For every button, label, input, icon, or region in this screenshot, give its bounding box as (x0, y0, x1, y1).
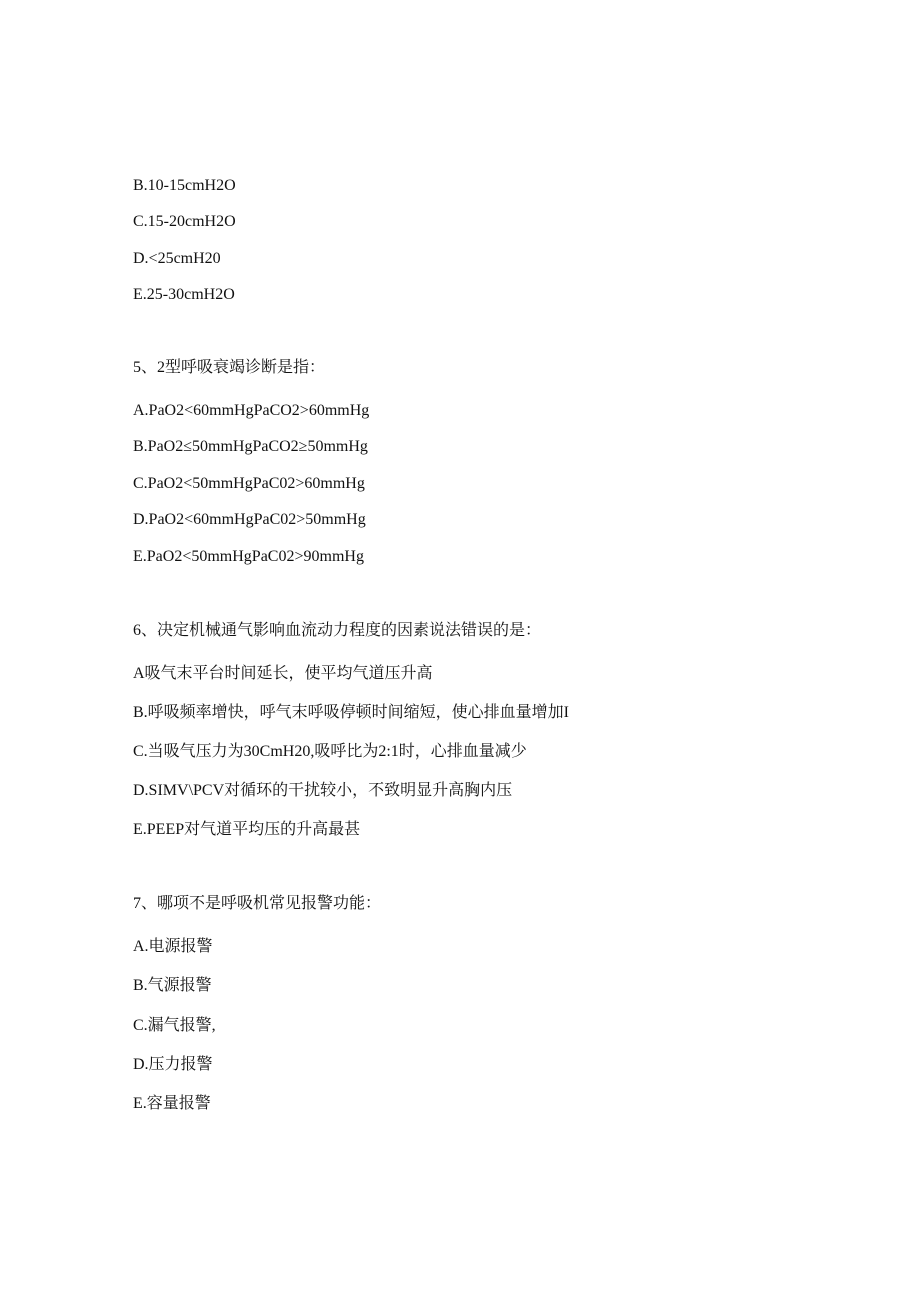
q6-stem: 6、决定机械通气影响血流动力程度的因素说法错误的是： (133, 622, 542, 639)
q5-option-d: D.PaO2<60mmHgPaC02>50mmHg (133, 511, 366, 528)
q6-option-c: C.当吸气压力为30CmH20,吸呼比为2:1时，心排血量减少 (133, 743, 527, 760)
q4-option-d: D.<25cmH20 (133, 250, 221, 267)
q4-option-e: E.25-30cmH2O (133, 286, 235, 303)
q4-option-c: C.15-20cmH2O (133, 213, 236, 230)
q7-option-d: D.压力报警 (133, 1056, 213, 1073)
q7-option-e: E.容量报警 (133, 1095, 211, 1112)
q7-option-a: A.电源报警 (133, 938, 213, 955)
q5-option-c: C.PaO2<50mmHgPaC02>60mmHg (133, 475, 365, 492)
q6-option-b: B.呼吸频率增快，呼气末呼吸停顿时间缩短，使心排血量增加I (133, 704, 570, 721)
q7-stem: 7、哪项不是呼吸机常见报警功能： (133, 895, 382, 912)
q7-option-b: B.气源报警 (133, 977, 212, 994)
q5-stem: 5、2型呼吸衰竭诊断是指： (133, 359, 326, 376)
q5-option-a: A.PaO2<60mmHgPaCO2>60mmHg (133, 402, 370, 419)
q6-option-e: E.PEEP对气道平均压的升高最甚 (133, 821, 361, 838)
q4-option-b: B.10-15cmH2O (133, 177, 236, 194)
q5-option-b: B.PaO2≤50mmHgPaCO2≥50mmHg (133, 438, 368, 455)
q5-option-e: E.PaO2<50mmHgPaC02>90mmHg (133, 548, 364, 565)
q6-option-d: D.SIMV\PCV对循环的干扰较小，不致明显升高胸内压 (133, 782, 513, 799)
q6-option-a: A吸气末平台时间延长，使平均气道压升高 (133, 665, 433, 682)
q7-option-c: C.漏气报警, (133, 1017, 216, 1034)
